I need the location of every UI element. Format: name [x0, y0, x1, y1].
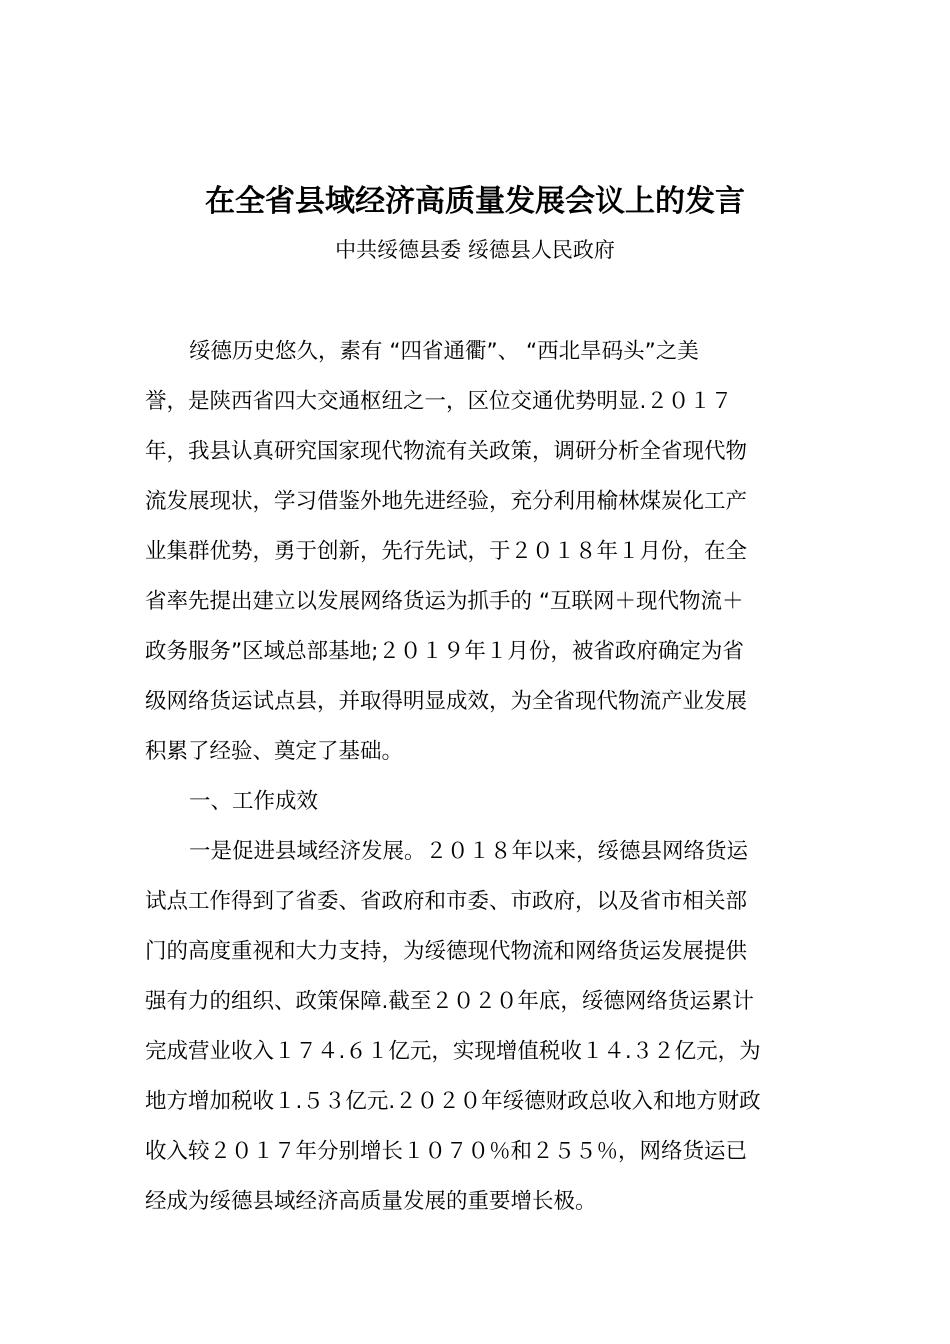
paragraph-line: 强有力的组织、政策保障.截至２０２０年底，绥德网络货运累计 — [145, 989, 754, 1014]
paragraph-line: 地方增加税收１.５３亿元.２０２０年绥德财政总收入和地方财政 — [145, 1089, 761, 1114]
paragraph-line: 试点工作得到了省委、省政府和市委、市政府，以及省市相关部 — [145, 889, 748, 914]
paragraph-line: 绥德历史悠久，素有 “四省通衢”、 “西北旱码头”之美 — [189, 339, 699, 364]
paragraph-line: 政务服务”区域总部基地;２０１９年１月份，被省政府确定为省 — [145, 639, 744, 664]
paragraph-line: 流发展现状，学习借鉴外地先进经验，充分利用榆林煤炭化工产 — [145, 489, 748, 514]
paragraph-line: 业集群优势，勇于创新，先行先试，于２０１８年１月份，在全 — [145, 539, 748, 564]
paragraph-line: 收入较２０１７年分别增长１０７０％和２５５％，网络货运已 — [145, 1139, 748, 1164]
paragraph-line: 完成营业收入１７４.６１亿元，实现增值税收１４.３２亿元，为 — [145, 1039, 761, 1064]
paragraph-line: 积累了经验、奠定了基础。 — [145, 739, 404, 764]
paragraph-line: 年，我县认真研究国家现代物流有关政策，调研分析全省现代物 — [145, 439, 748, 464]
paragraph-line: 一是促进县域经济发展。２０１８年以来，绥德县网络货运 — [189, 839, 749, 864]
document-title: 在全省县域经济高质量发展会议上的发言 — [205, 184, 745, 219]
section-heading: 一、工作成效 — [189, 789, 319, 814]
paragraph-line: 省率先提出建立以发展网络货运为抓手的 “互联网＋现代物流＋ — [145, 589, 744, 614]
paragraph-line: 门的高度重视和大力支持，为绥德现代物流和网络货运发展提供 — [145, 939, 748, 964]
document-body — [145, 327, 805, 1227]
paragraph-line: 誉，是陕西省四大交通枢纽之一，区位交通优势明显.２０１７ — [145, 389, 733, 414]
paragraph-line: 经成为绥德县域经济高质量发展的重要增长极。 — [145, 1189, 597, 1214]
document-subtitle: 中共绥德县委 绥德县人民政府 — [335, 238, 615, 262]
paragraph-line: 级网络货运试点县，并取得明显成效，为全省现代物流产业发展 — [145, 689, 748, 714]
